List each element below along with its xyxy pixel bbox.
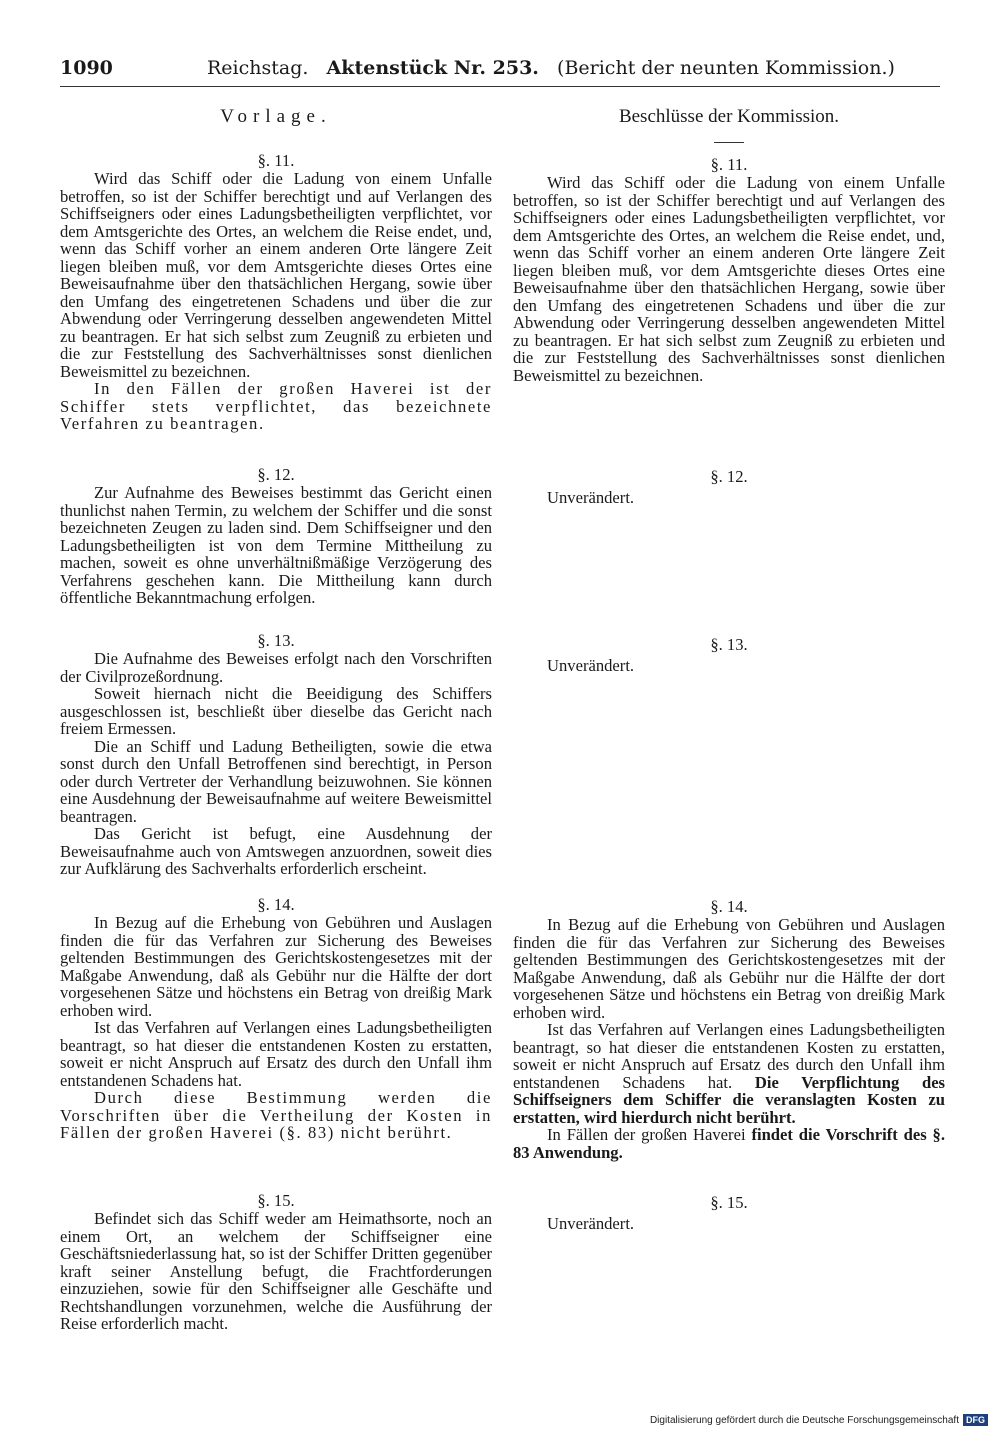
paragraph: Wird das Schiff oder die Ladung von einem Unfalle betroffen, so ist der Schiffer berechtigt und auf Verlangen des Schiffseigners oder eines Ladungsbetheiligten verpflichtet, vor dem Amtsgerichte des Ortes, an welchem die Reise endet, und, wenn das Schiff vorher an einem anderen Orte längere Zeit liegen bleiben muß, vor dem Amtsgerichte dieses Ortes eine Beweisaufnahme über den thatsächlichen Hergang, sowie über den Umfang des eingetretenen Schadens und über die zur Abwendung oder Verringerung desselben angewendeten Mittel zu beantragen. Er hat sich selbst zum Zeugniß zu erbieten und die zur Feststellung des Sachverhältnisses sonst dienlichen Beweismittel zu bezeichnen.	[513, 173, 945, 385]
paragraph: Befindet sich das Schiff weder am Heimathsorte, noch an einem Ort, an welchem der Schiffseigner eine Geschäftsniederlassung hat, so ist der Schiffer Dritten gegenüber kraft seiner Anstellung befugt, die Frachtforderungen einzuziehen, sowie für den Schiffseigner alle Geschäfte und Rechtshandlungen vorzunehmen, welche die Ausführung der Reise erforderlich macht.	[60, 1209, 492, 1333]
page-header	[60, 55, 940, 85]
column-heading-beschluesse: Beschlüsse der Kommission.	[618, 106, 840, 127]
paragraph: Die an Schiff und Ladung Betheiligten, sowie die etwa sonst durch den Unfall Betroffenen sind berechtigt, in Person oder durch Vertreter der Verhandlung beizuwohnen. Sie können eine Ausdehnung der Beweisaufnahme auf weitere Beweismittel beantragen.	[60, 736, 492, 826]
section-title: §. 14.	[257, 895, 295, 914]
right-section-15	[513, 1194, 945, 1233]
paragraph: Soweit hiernach nicht die Beeidigung des Schiffers ausgeschlossen ist, beschließt über dieselbe das Gericht nach freiem Ermessen.	[60, 684, 492, 738]
paragraph: Wird das Schiff oder die Ladung von einem Unfalle betroffen, so ist der Schiffer berechtigt und auf Verlangen des Schiffseigners oder eines Ladungsbetheiligten verpflichtet, vor dem Amtsgerichte des Ortes, an welchem die Reise endet, und, wenn das Schiff vorher an einem anderen Orte längere Zeit liegen bleiben muß, vor dem Amtsgerichte dieses Ortes eine Beweisaufnahme über den thatsächlichen Hergang, sowie über den Umfang des eingetretenen Schadens und über die zur Abwendung oder Verringerung desselben angewendeten Mittel zu beantragen. Er hat sich selbst zum Zeugniß zu erbieten und die zur Feststellung des Sachverhältnisses sonst dienlichen Beweismittel zu bezeichnen.	[60, 169, 492, 381]
left-section-12	[60, 466, 492, 607]
section-title: §. 12.	[710, 467, 748, 486]
section-title: §. 11.	[710, 155, 748, 174]
amendment-text: findet die Vorschrift des §. 83 Anwendung.	[513, 1125, 945, 1162]
unchanged-note: Unverändert.	[547, 656, 635, 675]
header-rule	[60, 86, 940, 87]
paragraph: In Bezug auf die Erhebung von Gebühren und Auslagen finden die für das Verfahren zur Sicherung des Beweises geltenden Bestimmungen des Gerichtskostengesetzes mit der Maßgabe Anwendung, daß als Gebühr nur die Hälfte der dort vorgesehenen Sätze und höchstens ein Betrag von dreißig Mark erhoben wird.	[60, 913, 492, 1020]
paragraph: Das Gericht ist befugt, eine Ausdehnung der Beweisaufnahme auch von Amtswegen anzuordnen, soweit dies zur Aufklärung des Sachverhalts erforderlich erscheint.	[60, 824, 492, 878]
section-title: §. 11.	[257, 151, 295, 170]
page-number: 1090	[60, 57, 113, 79]
right-section-11	[513, 156, 945, 384]
paragraph: In den Fällen der großen Haverei ist der Schiffer stets verpflichtet, das bezeichnete Verfahren zu beantragen.	[60, 379, 492, 433]
paragraph-text: Ist das Verfahren auf Verlangen eines Ladungsbetheiligten beantragt, so hat dieser die entstandenen Kosten zu erstatten, soweit er nicht Anspruch auf Ersatz des durch den Unfall ihm entstandenen Schadens hat.	[513, 1020, 945, 1092]
digitization-footer	[650, 1414, 988, 1426]
footer-text: Digitalisierung gefördert durch die Deutsche Forschungsgemeinschaft	[649, 1414, 959, 1426]
section-title: §. 14.	[710, 897, 748, 916]
dfg-logo-icon: DFG	[963, 1414, 988, 1426]
column-beschluesse	[513, 100, 946, 1233]
paragraph	[513, 1126, 945, 1161]
section-title: §. 13.	[257, 631, 295, 650]
running-title-reichstag: Reichstag.	[207, 57, 309, 79]
right-section-14	[513, 898, 945, 1161]
paragraph	[513, 1021, 945, 1126]
paragraph: In Bezug auf die Erhebung von Gebühren und Auslagen finden die für das Verfahren zur Sicherung des Beweises geltenden Bestimmungen des Gerichtskostengesetzes mit der Maßgabe Anwendung, daß als Gebühr nur die Hälfte der dort vorgesehenen Sätze und höchstens ein Betrag von dreißig Mark erhoben wird.	[513, 915, 945, 1022]
right-section-12	[513, 468, 945, 507]
left-section-11	[60, 152, 492, 433]
section-title: §. 12.	[257, 465, 295, 484]
running-title-aktenstueck: Aktenstück Nr. 253.	[326, 57, 539, 79]
left-section-14	[60, 896, 492, 1142]
running-title-bericht: (Bericht der neunten Kommission.)	[557, 57, 895, 79]
column-vorlage	[60, 100, 492, 1333]
paragraph: Ist das Verfahren auf Verlangen eines Ladungsbetheiligten beantragt, so hat dieser die entstandenen Kosten zu erstatten, soweit er nicht Anspruch auf Ersatz des durch den Unfall ihm entstandenen Schadens hat.	[60, 1018, 492, 1090]
left-section-13	[60, 632, 492, 878]
left-section-15	[60, 1192, 492, 1333]
heading-rule	[714, 142, 744, 143]
unchanged-note: Unverändert.	[547, 488, 635, 507]
running-title	[207, 57, 895, 79]
paragraph: Durch diese Bestimmung werden die Vorschriften über die Vertheilung der Kosten in Fällen der großen Haverei (§. 83) nicht berührt.	[60, 1088, 492, 1142]
section-title: §. 15.	[710, 1193, 748, 1212]
column-heading-vorlage: Vorlage.	[220, 106, 332, 127]
unchanged-note: Unverändert.	[547, 1214, 635, 1233]
section-title: §. 13.	[710, 635, 748, 654]
right-section-13	[513, 636, 945, 675]
section-title: §. 15.	[257, 1191, 295, 1210]
amendment-text: Die Verpflichtung des Schiffseigners dem Schiffer die veranslagten Kosten zu erstatten, wird hierdurch nicht berührt.	[513, 1072, 946, 1127]
paragraph: Die Aufnahme des Beweises erfolgt nach den Vorschriften der Civilprozeßordnung.	[60, 649, 492, 686]
paragraph: Zur Aufnahme des Beweises bestimmt das Gericht einen thunlichst nahen Termin, zu welchem der Schiffer und die sonst bezeichneten Zeugen zu laden sind. Dem Schiffseigner und den Ladungsbetheiligten ist von dem Termine Mittheilung zu machen, soweit es ohne unverhältnißmäßige Verzögerung des Verfahrens geschehen kann. Die Mittheilung kann durch öffentliche Bekanntmachung erfolgen.	[60, 483, 492, 607]
paragraph-text: In Fällen der großen Haverei	[547, 1125, 746, 1144]
